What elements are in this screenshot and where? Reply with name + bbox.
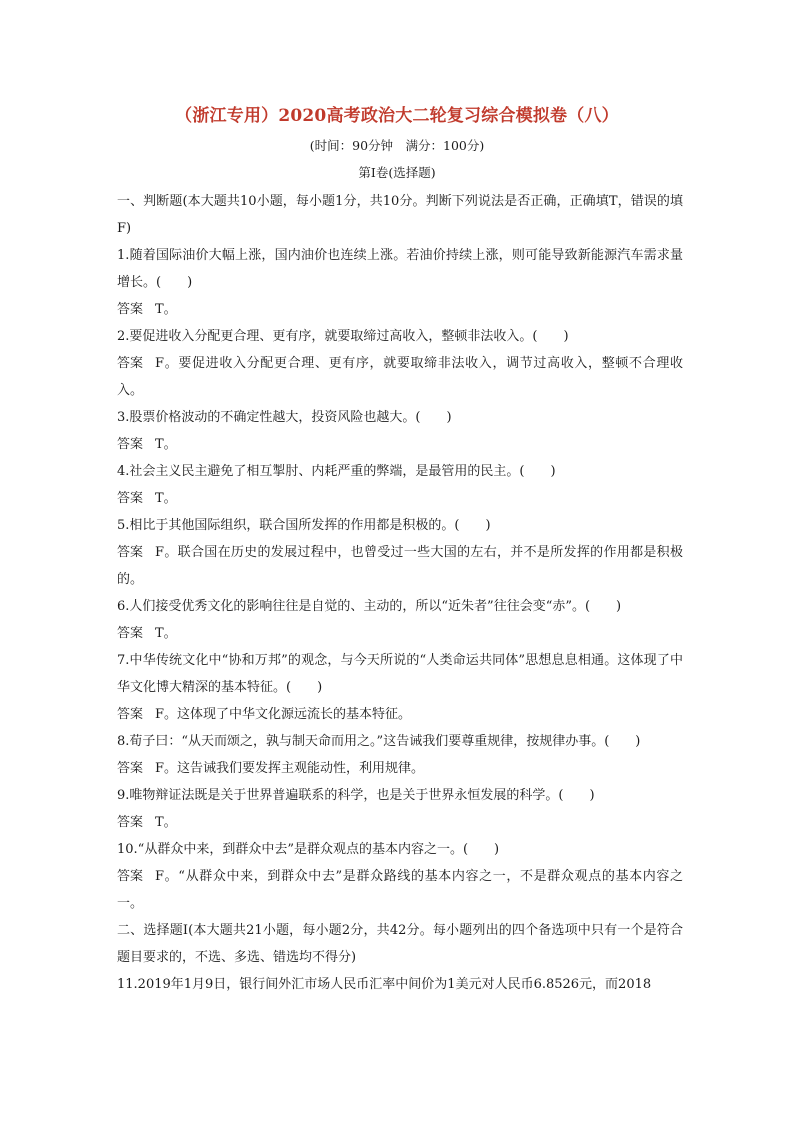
answer-text: F。“从群众中来，到群众中去”是群众路线的基本内容之一，不是群众观点的基本内容之一。 (117, 869, 683, 911)
answer-text: T。 (155, 815, 177, 830)
question-3: 3.股票价格波动的不确定性越大，投资风险也越大。( ) (117, 410, 452, 425)
answer-2 (117, 350, 683, 404)
answer-6 (117, 620, 683, 647)
answer-8 (117, 755, 683, 782)
question-7: 7.中华传统文化中“协和万邦”的观念，与今天所说的“人类命运共同体”思想息息相通。这体现了中华文化博大精深的基本特征。( ) (117, 653, 683, 695)
answer-9 (117, 809, 683, 836)
question-2: 2.要促进收入分配更合理、更有序，就要取缔过高收入，整顿非法收入。( ) (117, 329, 569, 344)
answer-label: 答案 (117, 626, 144, 641)
answer-7 (117, 701, 683, 728)
document-title: （浙江专用）2020高考政治大二轮复习综合模拟卷（八） (175, 106, 619, 126)
question-1: 1.随着国际油价大幅上涨，国内油价也连续上涨。若油价持续上涨，则可能导致新能源汽车需求量增长。( ) (117, 248, 683, 290)
answer-4 (117, 485, 683, 512)
answer-3 (117, 431, 683, 458)
part-title: 第Ⅰ卷(选择题) (358, 165, 436, 180)
question-9: 9.唯物辩证法既是关于世界普遍联系的科学，也是关于世界永恒发展的科学。( ) (117, 788, 595, 803)
answer-label: 答案 (117, 761, 144, 776)
answer-label: 答案 (117, 356, 144, 371)
question-6: 6.人们接受优秀文化的影响往往是自觉的、主动的，所以“近朱者”往往会变“赤”。( ) (117, 599, 622, 614)
question-4: 4.社会主义民主避免了相互掣肘、内耗严重的弊端，是最管用的民主。( ) (117, 464, 556, 479)
answer-label: 答案 (117, 545, 144, 560)
answer-5 (117, 539, 683, 593)
answer-1 (117, 296, 683, 323)
section-heading-judgement: 一、判断题(本大题共10小题，每小题1分，共10分。判断下列说法是否正确，正确填T，错误的填F) (117, 194, 683, 236)
answer-text: F。这告诫我们要发挥主观能动性，利用规律。 (155, 761, 425, 776)
answer-label: 答案 (117, 302, 144, 317)
answer-text: T。 (155, 302, 177, 317)
answer-text: T。 (155, 626, 177, 641)
section-heading-choice: 二、选择题Ⅰ(本大题共21小题，每小题2分，共42分。每小题列出的四个备选项中只有一个是符合题目要求的，不选、多选、错选均不得分) (117, 923, 683, 965)
exam-time-info: (时间：90分钟 满分：100分) (309, 138, 485, 153)
answer-label: 答案 (117, 707, 144, 722)
question-11: 11.2019年1月9日，银行间外汇市场人民币汇率中间价为1美元对人民币6.8526元，而2018 (117, 977, 652, 992)
document-body (117, 188, 683, 998)
answer-text: F。联合国在历史的发展过程中，也曾受过一些大国的左右，并不是所发挥的作用都是积极的。 (117, 545, 683, 587)
answer-label: 答案 (117, 437, 144, 452)
answer-text: F。这体现了中华文化源远流长的基本特征。 (155, 707, 412, 722)
answer-label: 答案 (117, 815, 144, 830)
answer-text: T。 (155, 437, 177, 452)
answer-text: F。要促进收入分配更合理、更有序，就要取缔非法收入，调节过高收入，整顿不合理收入。 (117, 356, 683, 398)
question-8: 8.荀子曰：“从天而颂之，孰与制天命而用之。”这告诫我们要尊重规律，按规律办事。( ) (117, 734, 641, 749)
question-10: 10.“从群众中来，到群众中去”是群众观点的基本内容之一。( ) (117, 842, 500, 857)
answer-label: 答案 (117, 491, 144, 506)
answer-text: T。 (155, 491, 177, 506)
question-5: 5.相比于其他国际组织，联合国所发挥的作用都是积极的。( ) (117, 518, 491, 533)
answer-label: 答案 (117, 869, 144, 884)
answer-10 (117, 863, 683, 917)
